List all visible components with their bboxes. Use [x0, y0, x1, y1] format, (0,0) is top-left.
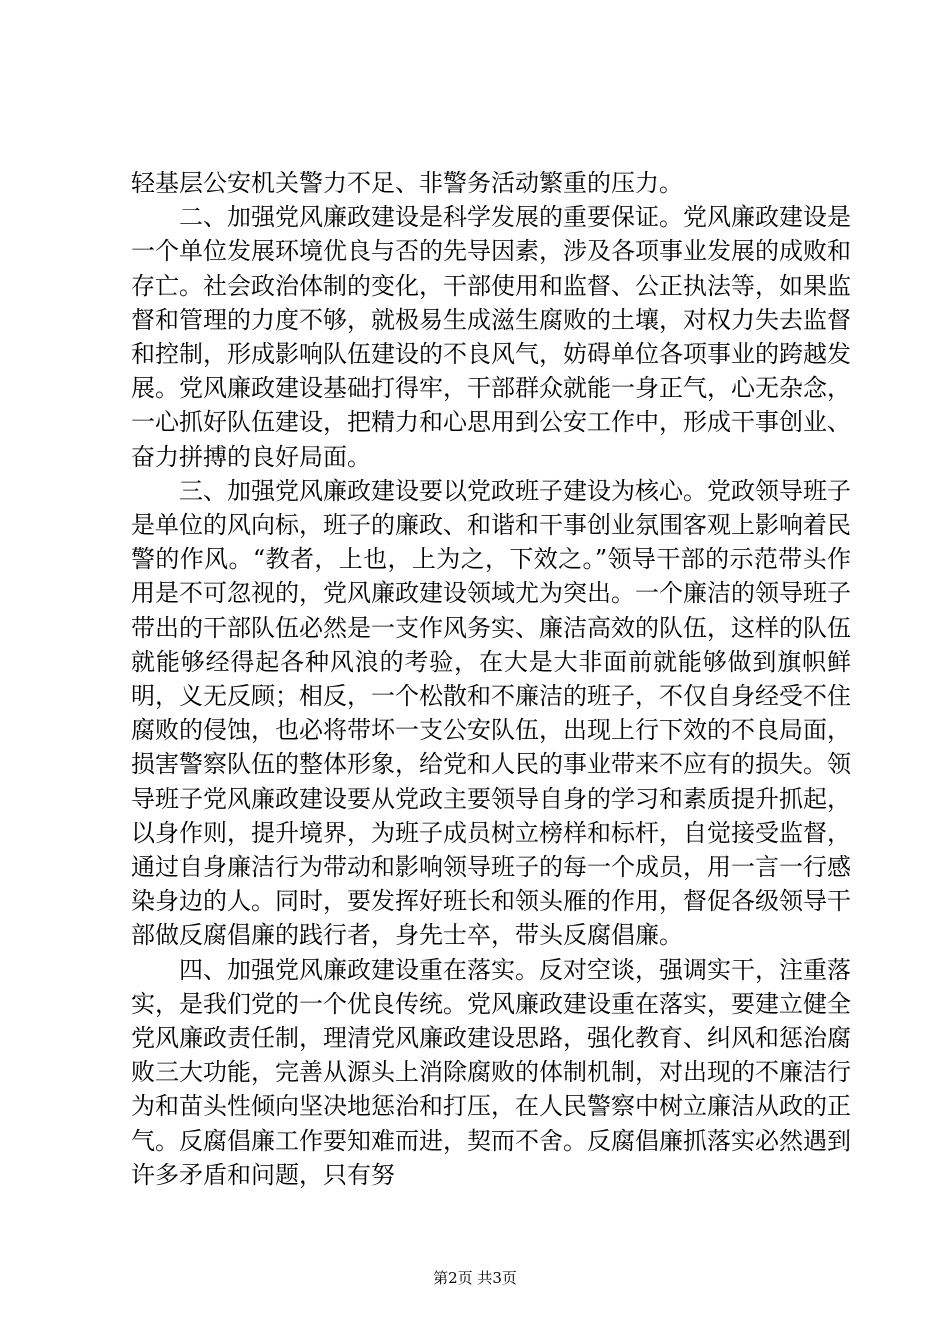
paragraph-2: 二、加强党风廉政建设是科学发展的重要保证。党风廉政建设是一个单位发展环境优良与否的先导因素，涉及各项事业发展的成败和存亡。社会政治体制的变化，干部使用和监督、公正执法等，如果监督和管理的力度不够，就极易生成滋生腐败的土壤，对权力失去监督和控制，形成影响队伍建设的不良风气，妨碍单位各项事业的跨越发展。党风廉政建设基础打得牢，干部群众就能一身正气，心无杂念，一心抓好队伍建设，把精力和心思用到公安工作中，形成干事创业、奋力拼搏的良好局面。 — [131, 203, 851, 471]
document-body — [131, 166, 851, 1192]
paragraph-4: 四、加强党风廉政建设重在落实。反对空谈，强调实干，注重落实，是我们党的一个优良传统。党风廉政建设重在落实，要建立健全党风廉政责任制，理清党风廉政建设思路，强化教育、纠风和惩治腐败三大功能，完善从源头上消除腐败的体制机制，对出现的不廉洁行为和苗头性倾向坚决地惩治和打压，在人民警察中树立廉洁从政的正气。反腐倡廉工作要知难而进，契而不舍。反腐倡廉抓落实必然遇到许多矛盾和问题，只有努 — [131, 955, 851, 1189]
page-number-footer: 第2页 共3页 — [433, 1269, 517, 1287]
paragraph-1: 轻基层公安机关警力不足、非警务活动繁重的压力。 — [131, 169, 683, 197]
paragraph-3: 三、加强党风廉政建设要以党政班子建设为核心。党政领导班子是单位的风向标，班子的廉政、和谐和干事创业氛围客观上影响着民警的作风。“教者，上也，上为之，下效之。”领导干部的示范带头作用是不可忽视的，党风廉政建设领域尤为突出。一个廉洁的领导班子带出的干部队伍必然是一支作风务实、廉洁高效的队伍，这样的队伍就能够经得起各种风浪的考验，在大是大非面前就能够做到旗帜鲜明，义无反顾；相反，一个松散和不廉洁的班子，不仅自身经受不住腐败的侵蚀，也必将带坏一支公安队伍，出现上行下效的不良局面，损害警察队伍的整体形象，给党和人民的事业带来不应有的损失。领导班子党风廉政建设要从党政主要领导自身的学习和素质提升抓起，以身作则，提升境界，为班子成员树立榜样和标杆，自觉接受监督，通过自身廉洁行为带动和影响领导班子的每一个成员，用一言一行感染身边的人。同时，要发挥好班长和领头雁的作用，督促各级领导干部做反腐倡廉的践行者，身先士卒，带头反腐倡廉。 — [131, 476, 851, 950]
